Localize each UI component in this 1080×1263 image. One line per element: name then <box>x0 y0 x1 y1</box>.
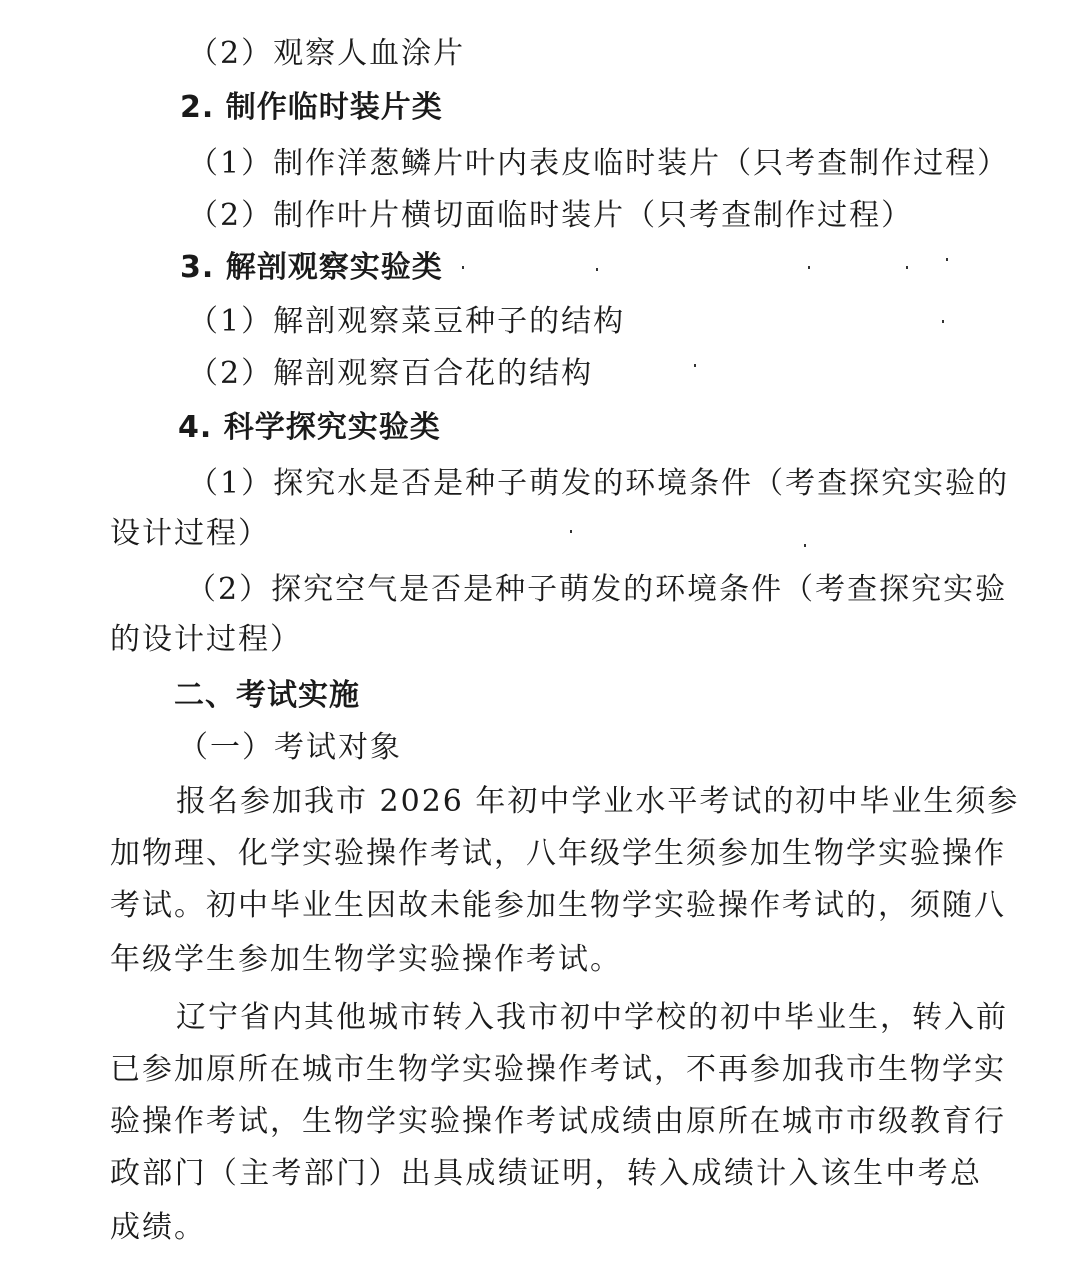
heading-scientific-inquiry: 4. 科学探究实验类 <box>178 410 441 445</box>
scan-speck <box>596 268 598 271</box>
item-bean-seed-structure: （1）解剖观察菜豆种子的结构 <box>188 304 626 339</box>
scan-speck <box>804 544 806 547</box>
paragraph-transfer-line3: 验操作考试，生物学实验操作考试成绩由原所在城市市级教育行 <box>110 1104 1006 1139</box>
scan-speck <box>462 266 464 269</box>
scan-speck <box>946 258 948 261</box>
item-observe-blood-smear: （2）观察人血涂片 <box>188 36 466 71</box>
item-lily-flower-structure: （2）解剖观察百合花的结构 <box>188 356 594 391</box>
paragraph-transfer-line4: 政部门（主考部门）出具成绩证明，转入成绩计入该生中考总 <box>110 1156 982 1191</box>
item-onion-epidermis-mount: （1）制作洋葱鳞片叶内表皮临时装片（只考查制作过程） <box>188 146 1010 181</box>
item-leaf-cross-section-mount: （2）制作叶片横切面临时装片（只考查制作过程） <box>188 198 914 233</box>
scan-speck <box>808 266 810 269</box>
heading-temporary-mounts: 2. 制作临时装片类 <box>180 90 443 125</box>
paragraph-transfer-line2: 已参加原所在城市生物学实验操作考试，不再参加我市生物学实 <box>110 1052 1006 1087</box>
heading-exam-implementation: 二、考试实施 <box>174 678 360 713</box>
scan-speck <box>906 266 908 269</box>
paragraph-transfer-line1: 辽宁省内其他城市转入我市初中学校的初中毕业生，转入前 <box>176 1000 1008 1035</box>
item-air-germination-line1: （2）探究空气是否是种子萌发的环境条件（考查探究实验 <box>186 572 1008 607</box>
scan-speck <box>570 530 572 533</box>
paragraph-transfer-line5: 成绩。 <box>110 1210 206 1245</box>
paragraph-candidates-line2: 加物理、化学实验操作考试，八年级学生须参加生物学实验操作 <box>110 836 1006 871</box>
heading-dissection: 3. 解剖观察实验类 <box>180 250 443 285</box>
item-air-germination-line2: 的设计过程） <box>110 622 302 657</box>
scan-speck <box>694 364 696 367</box>
item-water-germination-line2: 设计过程） <box>110 516 270 551</box>
scan-speck <box>942 320 944 323</box>
paragraph-candidates-line4: 年级学生参加生物学实验操作考试。 <box>110 942 622 977</box>
paragraph-candidates-line3: 考试。初中毕业生因故未能参加生物学实验操作考试的，须随八 <box>110 888 1006 923</box>
item-water-germination-line1: （1）探究水是否是种子萌发的环境条件（考查探究实验的 <box>188 466 1010 501</box>
subheading-exam-candidates: （一）考试对象 <box>178 730 402 765</box>
paragraph-candidates-line1: 报名参加我市 2026 年初中学业水平考试的初中毕业生须参 <box>176 784 1020 819</box>
